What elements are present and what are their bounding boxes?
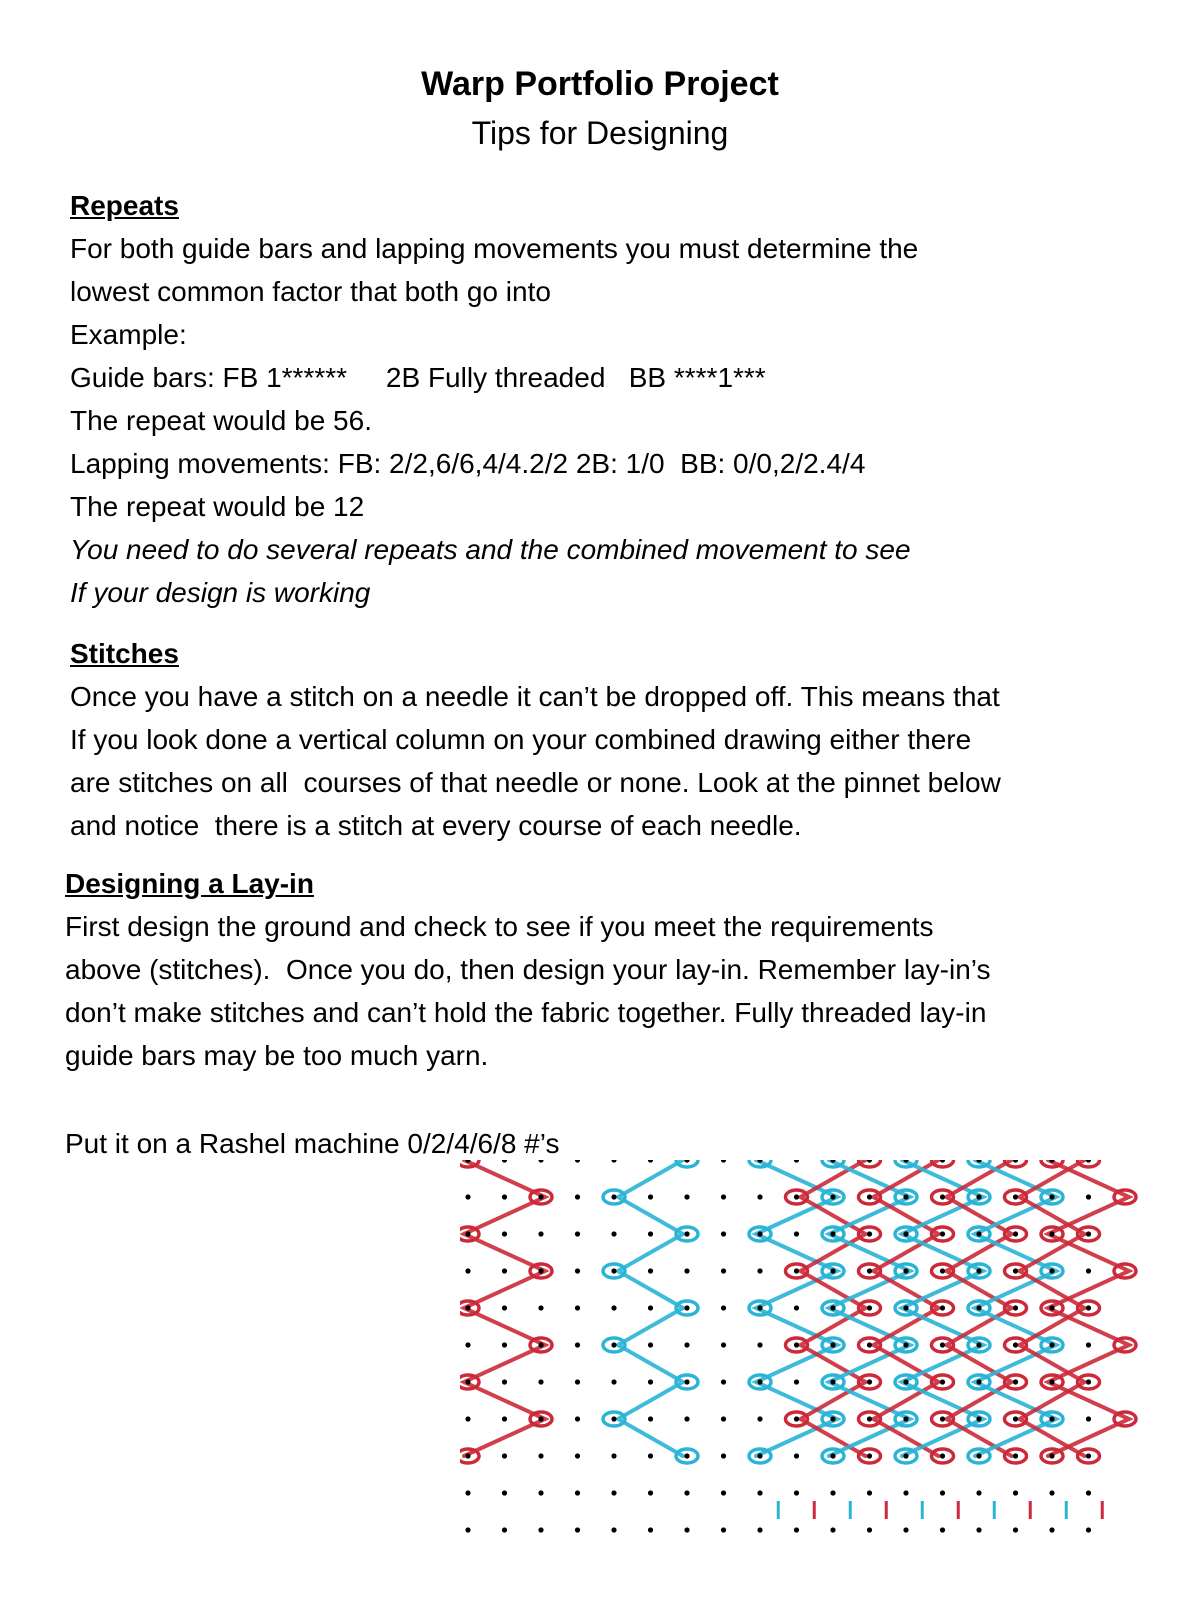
needle-dot	[575, 1416, 580, 1421]
needle-dot	[976, 1342, 981, 1347]
needle-dot	[721, 1305, 726, 1310]
needle-dot	[502, 1160, 507, 1163]
needle-dot	[1013, 1305, 1018, 1310]
page-title: Warp Portfolio Project	[421, 65, 779, 103]
needle-dot	[794, 1231, 799, 1236]
needle-dot	[502, 1342, 507, 1347]
needle-dot	[830, 1527, 835, 1532]
layin-line: guide bars may be too much yarn.	[65, 1040, 489, 1071]
needle-dot	[976, 1194, 981, 1199]
needle-dot	[721, 1194, 726, 1199]
needle-dot	[1086, 1416, 1091, 1421]
needle-dot	[1086, 1379, 1091, 1384]
needle-dot	[684, 1305, 689, 1310]
needle-dot	[757, 1342, 762, 1347]
needle-dot	[940, 1416, 945, 1421]
needle-dot	[1049, 1527, 1054, 1532]
needle-dot	[721, 1453, 726, 1458]
needle-dot	[757, 1231, 762, 1236]
needle-dot	[867, 1416, 872, 1421]
needle-dot	[575, 1490, 580, 1495]
needle-dot	[903, 1194, 908, 1199]
needle-dot	[721, 1527, 726, 1532]
needle-dot	[794, 1379, 799, 1384]
needle-dot	[575, 1453, 580, 1458]
repeats-heading: Repeats	[70, 190, 179, 221]
repeats-line: Lapping movements: FB: 2/2,6/6,4/4.2/2 2B: 1/0 BB: 0/0,2/2.4/4	[70, 448, 866, 479]
needle-dot	[502, 1416, 507, 1421]
needle-dot	[757, 1305, 762, 1310]
needle-dot	[465, 1416, 470, 1421]
needle-dot	[648, 1527, 653, 1532]
stitches-heading: Stitches	[70, 638, 179, 669]
needle-dot	[684, 1527, 689, 1532]
needle-dot	[830, 1490, 835, 1495]
layin-line: First design the ground and check to see if you meet the requirements	[65, 911, 934, 942]
needle-dot	[575, 1379, 580, 1384]
needle-dot	[940, 1305, 945, 1310]
needle-dot	[721, 1231, 726, 1236]
needle-dot	[1013, 1160, 1018, 1163]
needle-dot	[1086, 1194, 1091, 1199]
needle-dot	[1049, 1416, 1054, 1421]
needle-dot	[757, 1416, 762, 1421]
repeats-line: Example:	[70, 319, 187, 350]
needle-dot	[1086, 1305, 1091, 1310]
needle-dot	[757, 1453, 762, 1458]
needle-dot	[1049, 1231, 1054, 1236]
needle-dot	[721, 1379, 726, 1384]
needle-dot	[867, 1527, 872, 1532]
stitches-line: and notice there is a stitch at every course of each needle.	[70, 810, 802, 841]
needle-dot	[903, 1416, 908, 1421]
needle-dot	[502, 1379, 507, 1384]
needle-dot	[538, 1194, 543, 1199]
needle-dot	[1086, 1342, 1091, 1347]
needle-dot	[721, 1268, 726, 1273]
needle-dot	[465, 1305, 470, 1310]
needle-dot	[502, 1231, 507, 1236]
needle-dot	[465, 1268, 470, 1273]
pinnet-drawing	[460, 1160, 1160, 1580]
needle-dot	[648, 1490, 653, 1495]
needle-dot	[502, 1305, 507, 1310]
needle-dot	[538, 1268, 543, 1273]
needle-dot	[830, 1268, 835, 1273]
needle-dot	[830, 1194, 835, 1199]
section-layin	[65, 862, 1165, 1077]
needle-dot	[1013, 1268, 1018, 1273]
needle-dot	[757, 1379, 762, 1384]
layin-line: don’t make stitches and can’t hold the fabric together. Fully threaded lay-in	[65, 997, 987, 1028]
section-stitches	[70, 632, 1170, 847]
needle-dot	[684, 1342, 689, 1347]
needle-dot	[721, 1416, 726, 1421]
needle-dot	[538, 1416, 543, 1421]
needle-dot	[684, 1379, 689, 1384]
needle-dot	[1049, 1268, 1054, 1273]
needle-dot	[575, 1305, 580, 1310]
needle-dot	[1013, 1342, 1018, 1347]
needle-dot	[1086, 1160, 1091, 1163]
needle-dot	[1086, 1453, 1091, 1458]
needle-dot	[538, 1379, 543, 1384]
needle-dot	[611, 1379, 616, 1384]
needle-dot	[575, 1342, 580, 1347]
needle-dot	[1049, 1453, 1054, 1458]
needle-dot	[976, 1268, 981, 1273]
needle-dot	[684, 1416, 689, 1421]
needle-dot	[684, 1160, 689, 1163]
needle-dot	[794, 1305, 799, 1310]
needle-dot	[1013, 1231, 1018, 1236]
needle-dot	[867, 1490, 872, 1495]
needle-dot	[903, 1268, 908, 1273]
needle-dot	[867, 1453, 872, 1458]
stitches-line: Once you have a stitch on a needle it can’t be dropped off. This means that	[70, 681, 1000, 712]
needle-dot	[465, 1194, 470, 1199]
needle-dot	[611, 1416, 616, 1421]
needle-dot	[611, 1527, 616, 1532]
needle-dot	[757, 1527, 762, 1532]
needle-dot	[794, 1453, 799, 1458]
needle-dot	[757, 1268, 762, 1273]
needle-dot	[575, 1160, 580, 1163]
needle-dot	[611, 1231, 616, 1236]
repeats-line: The repeat would be 12	[70, 491, 365, 522]
repeats-italic-line: You need to do several repeats and the combined movement to see	[70, 534, 911, 565]
needle-dot	[976, 1416, 981, 1421]
needle-dot	[830, 1453, 835, 1458]
needle-dot	[903, 1342, 908, 1347]
needle-dot	[794, 1268, 799, 1273]
needle-dot	[1086, 1231, 1091, 1236]
needle-dot	[684, 1490, 689, 1495]
needle-dot	[575, 1231, 580, 1236]
needle-dot	[611, 1305, 616, 1310]
needle-dot	[794, 1160, 799, 1163]
needle-dot	[1013, 1194, 1018, 1199]
needle-dot	[794, 1342, 799, 1347]
needle-dot	[721, 1342, 726, 1347]
repeats-line: Guide bars: FB 1****** 2B Fully threaded BB ****1***	[70, 362, 766, 393]
needle-dot	[648, 1231, 653, 1236]
needle-dot	[648, 1453, 653, 1458]
rashel-machine-note: Put it on a Rashel machine 0/2/4/6/8 #’s	[65, 1128, 560, 1159]
needle-dot	[684, 1231, 689, 1236]
needle-dot	[465, 1527, 470, 1532]
needle-dot	[940, 1342, 945, 1347]
needle-dot	[538, 1305, 543, 1310]
needle-dot	[903, 1305, 908, 1310]
needle-dot	[575, 1194, 580, 1199]
needle-dot	[830, 1342, 835, 1347]
needle-dot	[648, 1342, 653, 1347]
needle-dot	[721, 1160, 726, 1163]
needle-dot	[575, 1268, 580, 1273]
needle-dot	[465, 1379, 470, 1384]
needle-dot	[940, 1490, 945, 1495]
needle-dot	[611, 1194, 616, 1199]
stitches-line: If you look done a vertical column on your combined drawing either there	[70, 724, 972, 755]
needle-dot	[538, 1342, 543, 1347]
needle-dot	[538, 1490, 543, 1495]
needle-dot	[1013, 1527, 1018, 1532]
needle-dot	[1013, 1379, 1018, 1384]
needle-dot	[794, 1490, 799, 1495]
needle-dot	[830, 1416, 835, 1421]
needle-dot	[648, 1379, 653, 1384]
section-repeats	[70, 184, 1170, 614]
needle-dot	[502, 1268, 507, 1273]
layin-line: above (stitches). Once you do, then design your lay-in. Remember lay-in’s	[65, 954, 991, 985]
needle-dot	[903, 1231, 908, 1236]
needle-dot	[940, 1160, 945, 1163]
needle-dot	[721, 1490, 726, 1495]
needle-dot	[867, 1342, 872, 1347]
needle-dot	[1086, 1268, 1091, 1273]
needle-dot	[976, 1527, 981, 1532]
needle-dot	[465, 1453, 470, 1458]
needle-dot	[502, 1453, 507, 1458]
needle-dot	[648, 1268, 653, 1273]
needle-dot	[903, 1453, 908, 1458]
needle-dot	[502, 1194, 507, 1199]
needle-dot	[465, 1231, 470, 1236]
needle-dot	[538, 1160, 543, 1163]
needle-dot	[465, 1342, 470, 1347]
needle-dot	[502, 1490, 507, 1495]
needle-dot	[940, 1194, 945, 1199]
needle-dot	[830, 1379, 835, 1384]
needle-dot	[976, 1305, 981, 1310]
needle-dot	[611, 1342, 616, 1347]
needle-dot	[757, 1490, 762, 1495]
needle-dot	[648, 1160, 653, 1163]
needle-dot	[1086, 1490, 1091, 1495]
needle-dot	[1013, 1453, 1018, 1458]
needle-dot	[538, 1527, 543, 1532]
needle-dot	[757, 1194, 762, 1199]
repeats-line: The repeat would be 56.	[70, 405, 372, 436]
layin-heading: Designing a Lay-in	[65, 868, 314, 899]
needle-dot	[575, 1527, 580, 1532]
needle-dot	[611, 1453, 616, 1458]
needle-dot	[940, 1527, 945, 1532]
needle-dot	[648, 1305, 653, 1310]
needle-dot	[1049, 1305, 1054, 1310]
needle-dot	[940, 1379, 945, 1384]
needle-dot	[794, 1527, 799, 1532]
needle-dot	[794, 1416, 799, 1421]
needle-dot	[1049, 1194, 1054, 1199]
repeats-line: lowest common factor that both go into	[70, 276, 551, 307]
needle-dot	[830, 1305, 835, 1310]
repeats-italic-line: If your design is working	[70, 577, 371, 608]
needle-dot	[976, 1490, 981, 1495]
needle-dot	[1049, 1379, 1054, 1384]
needle-dot	[648, 1194, 653, 1199]
needle-dot	[976, 1231, 981, 1236]
needle-dot	[940, 1231, 945, 1236]
needle-dot	[867, 1379, 872, 1384]
needle-dot	[648, 1416, 653, 1421]
needle-dot	[867, 1268, 872, 1273]
needle-dot	[867, 1160, 872, 1163]
needle-dot	[867, 1305, 872, 1310]
needle-dot	[465, 1490, 470, 1495]
needle-dot	[903, 1527, 908, 1532]
needle-dot	[1049, 1342, 1054, 1347]
needle-dot	[684, 1194, 689, 1199]
needle-dot	[538, 1231, 543, 1236]
needle-dot	[867, 1231, 872, 1236]
needle-dot	[903, 1379, 908, 1384]
needle-dot	[502, 1527, 507, 1532]
needle-dot	[611, 1160, 616, 1163]
needle-dot	[611, 1490, 616, 1495]
page-subtitle: Tips for Designing	[471, 115, 729, 151]
needle-dot	[684, 1268, 689, 1273]
needle-dot	[940, 1268, 945, 1273]
needle-dot	[940, 1453, 945, 1458]
needle-dot	[538, 1453, 543, 1458]
needle-dot	[1013, 1416, 1018, 1421]
needle-dot	[867, 1194, 872, 1199]
needle-dot	[794, 1194, 799, 1199]
needle-dot	[830, 1231, 835, 1236]
needle-dot	[611, 1268, 616, 1273]
needle-dot	[903, 1490, 908, 1495]
needle-dot	[684, 1453, 689, 1458]
repeats-line: For both guide bars and lapping movements you must determine the	[70, 233, 919, 264]
stitches-line: are stitches on all courses of that needle or none. Look at the pinnet below	[70, 767, 1001, 798]
needle-dot	[976, 1379, 981, 1384]
needle-dot	[1086, 1527, 1091, 1532]
needle-dot	[1013, 1490, 1018, 1495]
needle-dot	[976, 1453, 981, 1458]
needle-dot	[1049, 1490, 1054, 1495]
